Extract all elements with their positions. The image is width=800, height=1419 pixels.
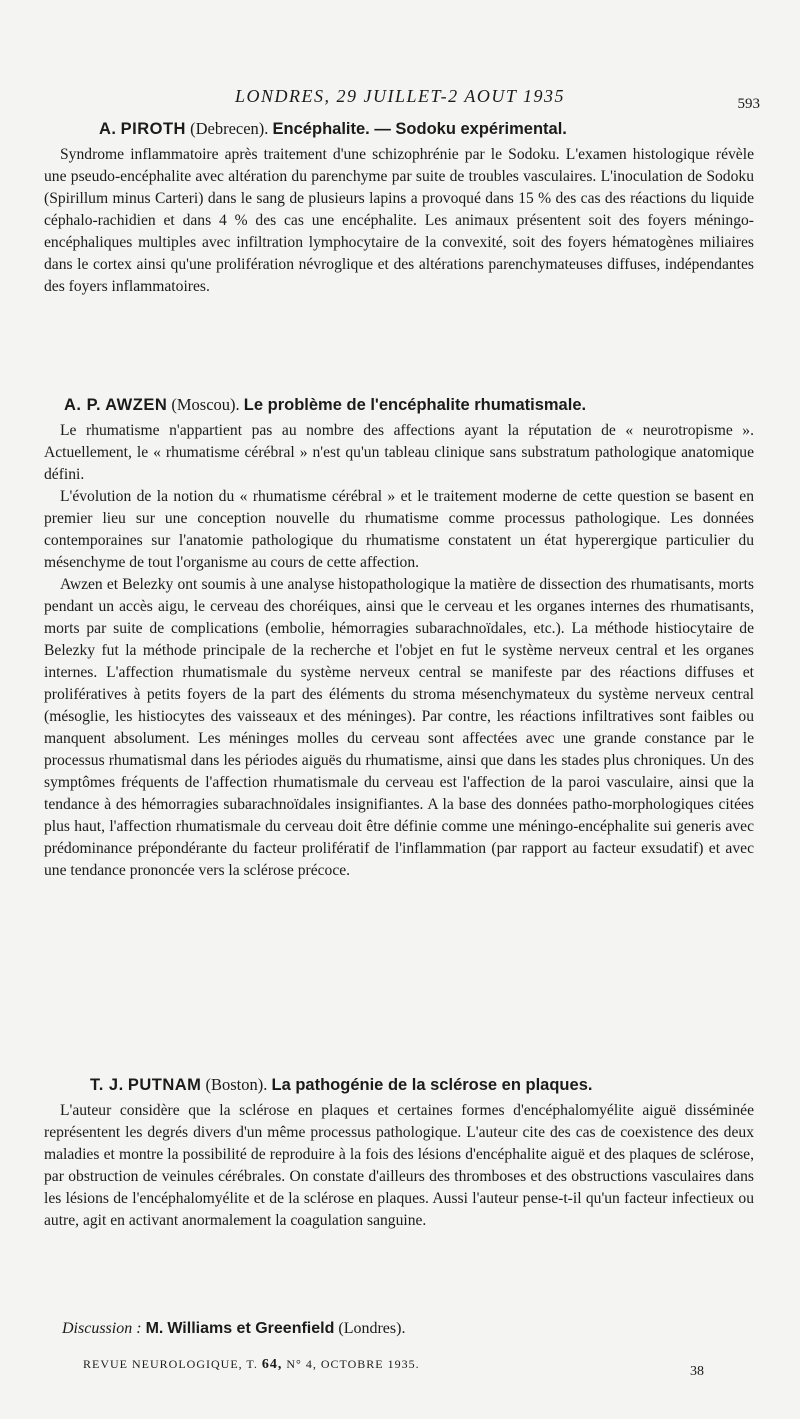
- author-initials: A.: [99, 120, 117, 138]
- footer-issue: N° 4, OCTOBRE 1935.: [286, 1357, 420, 1371]
- article-title: Encéphalite. — Sodoku expérimental.: [272, 120, 567, 138]
- article-heading: [44, 1074, 754, 1096]
- article-title: La pathogénie de la sclérose en plaques.: [271, 1076, 593, 1094]
- article-paragraph: L'évolution de la notion du « rhumatisme cérébral » et le traitement moderne de cette question se basent en premier lieu sur une conception nouvelle du rhumatisme comme processus pathologique. Les données contemporaines sur l'anatomie pathologique du rhumatisme constatent un état hyperergique particulier du mésenchyme de tout l'organisme au cours de cette affection.: [44, 488, 754, 571]
- article-piroth: [44, 118, 754, 298]
- article-paragraph: Le rhumatisme n'appartient pas au nombre des affections ayant la réputation de « neurotropisme ». Actuellement, le « rhumatisme cérébral » n'est qu'un tableau clinique sans substratum pathologique anatomique défini.: [44, 422, 754, 483]
- article-title: Le problème de l'encéphalite rhumatismale.: [243, 396, 587, 414]
- page-number: 593: [737, 96, 760, 112]
- article-awzen: [44, 394, 754, 882]
- discussion-names: Williams et Greenfield: [167, 1320, 335, 1337]
- article-paragraph: Awzen et Belezky ont soumis à une analyse histopathologique la matière de dissection des rhumatisants, morts pendant un accès aigu, le cerveau des choréiques, ainsi que le cerveau et les organes internes des rhumatisants, morts par suite de complications (embolie, hémorragies subarachnoïdales, etc.). La méthode histiocytaire de Belezky fut la méthode principale de la recherche et l'objet en fut le système nerveux central et les organes internes. L'affection rhumatismale du système nerveux central se manifeste par des réactions diffuses et prolifératives à petits foyers de la part des éléments du stroma mésenchymateux du système nerveux central (mésoglie, les histiocytes des vaisseaux et des méninges). Par contre, les réactions infiltratives sont faibles ou manquent absolument. Les méninges molles du cerveau sont affectées avec une grande constance par le processus rhumatismal dans les périodes aiguës du rhumatisme, ainsi que dans les stades plus chroniques. Un des symptômes fréquents de l'affection rhumatismale du cerveau est l'affection de la paroi vasculaire, ainsi que la tendance à des hémorragies subarachnoïdales insignifiantes. A la base des données patho-morphologiques citées plus haut, l'affection rhumatismale du cerveau doit être définie comme une méningo-encéphalite sui generis avec prédominance prépondérante du facteur prolifératif de l'inflammation (par rapport au facteur exsudatif) et avec une tendance prononcée vers la sclérose précoce.: [44, 576, 754, 879]
- article-heading: [44, 118, 754, 140]
- discussion-line: [62, 1320, 405, 1338]
- author-affiliation: (Boston).: [205, 1075, 268, 1094]
- discussion-initial: M.: [145, 1320, 164, 1337]
- author-affiliation: (Debrecen).: [190, 119, 269, 138]
- author-name: PIROTH: [120, 120, 186, 138]
- author-name: AWZEN: [105, 396, 168, 414]
- article-paragraph: Syndrome inflammatoire après traitement d'une schizophrénie par le Sodoku. L'examen histologique révèle une pseudo-encéphalite avec altération du parenchyme par suite de troubles vasculaires. L'inoculation de Sodoku (Spirillum minus Carteri) dans le sang de plusieurs lapins a provoqué dans 15 % des cas des réactions du liquide céphalo-rachidien et dans 4 % des cas une encéphalite. Les animaux présentent soit des foyers méningo-encéphaliques multiples avec infiltration lymphocytaire de la convexité, soit des foyers hématogènes miliaires dans le cortex ainsi qu'une prolifération névroglique et des altérations parenchymateuses diffuses, indépendantes des foyers inflammatoires.: [44, 146, 754, 295]
- article-putnam: [44, 1074, 754, 1232]
- article-heading: [44, 394, 754, 416]
- author-affiliation: (Moscou).: [171, 395, 240, 414]
- author-initials: A. P.: [64, 396, 102, 414]
- journal-footer: [83, 1357, 420, 1373]
- signature-mark: 38: [690, 1364, 704, 1379]
- footer-journal: REVUE NEUROLOGIQUE, T.: [83, 1357, 258, 1371]
- discussion-label: Discussion :: [62, 1320, 142, 1337]
- author-initials: T. J.: [90, 1076, 124, 1094]
- author-name: PUTNAM: [127, 1076, 202, 1094]
- footer-volume: 64,: [261, 1357, 283, 1372]
- discussion-place: (Londres).: [338, 1320, 406, 1337]
- running-head: LONDRES, 29 JUILLET-2 AOUT 1935: [234, 86, 566, 106]
- article-paragraph: L'auteur considère que la sclérose en plaques et certaines formes d'encéphalomyélite aiguë disséminée représentent les degrés divers d'un même processus pathologique. L'auteur cite des cas de coexistence des deux maladies et montre la possibilité de reproduire à la fois des lésions d'encéphalite aiguë et des plaques de sclérose, par obstruction de veinules cérébrales. On constate d'ailleurs des thromboses et des obstructions vasculaires dans les lésions de l'encéphalomyélite et de la sclérose en plaques. Aussi l'auteur pense-t-il qu'un facteur infectieux ou autre, agit en activant anormalement la coagulation sanguine.: [44, 1102, 754, 1229]
